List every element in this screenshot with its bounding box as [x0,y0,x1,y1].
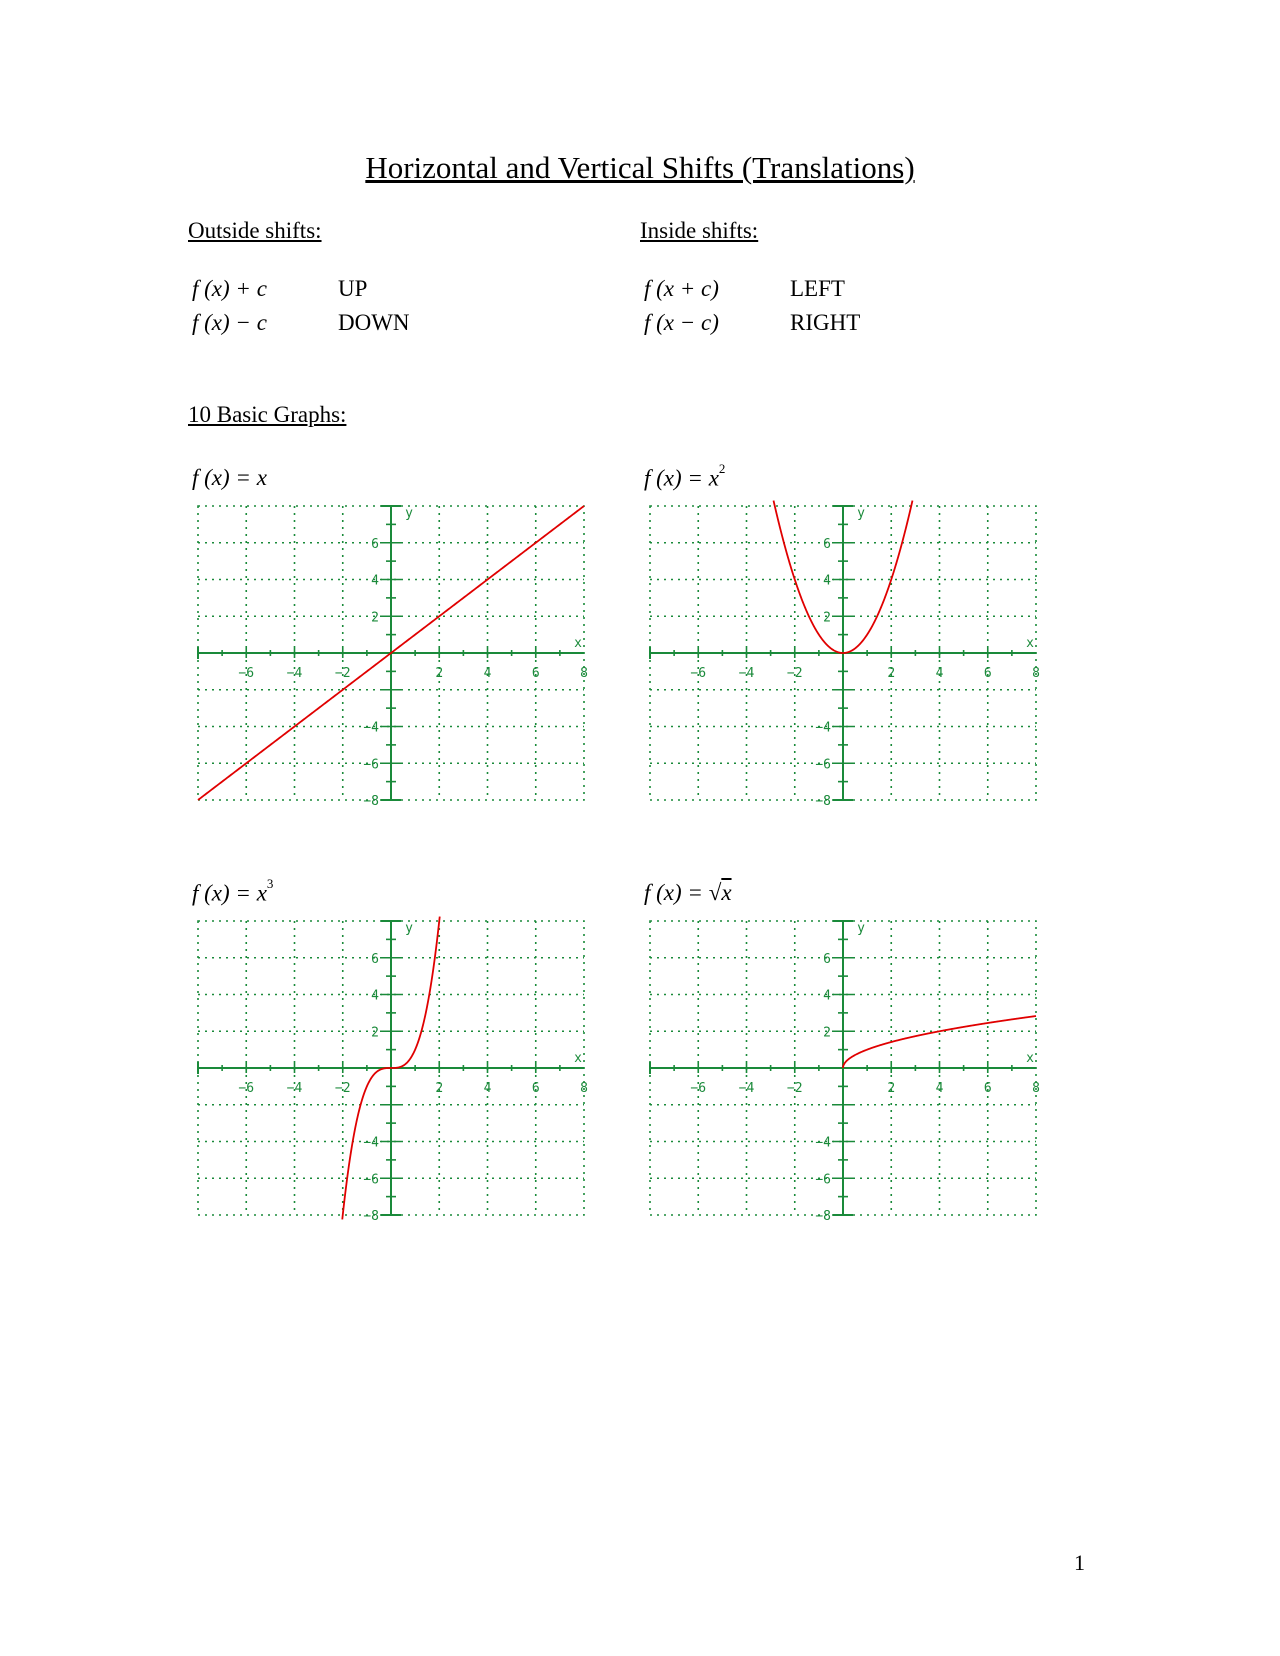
graph-linear [196,488,596,808]
y-tick-label: −8 [363,1209,379,1224]
graph-label-linear: f (x) = x [192,465,267,490]
y-tick-label: 2 [823,610,831,626]
x-axis-label: x [574,636,582,651]
y-tick-label: −8 [363,794,379,809]
x-tick-label: 8 [580,666,588,681]
x-tick-label: 6 [531,666,540,681]
x-tick-label: −6 [238,1081,255,1096]
y-axis-label: y [405,921,413,936]
x-tick-label: 8 [1032,666,1040,681]
x-tick-label: 8 [580,1081,588,1096]
x-tick-label: 4 [935,1081,944,1096]
y-tick-label: −8 [815,1209,831,1224]
y-tick-label: −4 [363,1135,379,1151]
x-axis-label: x [1026,1051,1034,1066]
y-tick-label: −6 [815,757,831,773]
x-tick-label: 6 [983,666,992,681]
x-axis-label: x [574,1051,582,1066]
x-tick-label: −2 [786,1081,803,1096]
y-tick-label: 6 [371,536,379,552]
y-axis-label: y [857,506,865,521]
inside-expr-left: f (x + c) [644,276,719,301]
x-tick-label: −4 [738,666,755,681]
y-axis-label: y [405,506,413,521]
outside-effect-up: UP [338,276,368,301]
x-tick-label: −6 [690,1081,707,1096]
y-tick-label: 6 [371,951,379,967]
x-tick-label: 4 [935,666,944,681]
graph-cubic [196,903,596,1223]
y-tick-label: −8 [815,794,831,809]
graph-sqrt [648,903,1048,1223]
y-tick-label: 2 [371,1025,379,1041]
x-tick-label: 6 [983,1081,992,1096]
x-tick-label: 8 [1032,1081,1040,1096]
x-tick-label: −6 [238,666,255,681]
x-tick-label: 2 [435,666,444,681]
y-tick-label: −6 [363,757,379,773]
y-tick-label: 4 [371,573,379,589]
x-tick-label: −4 [286,666,303,681]
outside-expr-up: f (x) + c [192,276,267,301]
y-tick-label: 6 [823,536,831,552]
function-curve [843,1016,1036,1068]
graph-quadratic [648,488,1048,808]
outside-shifts-heading: Outside shifts: [188,218,322,243]
x-tick-label: −6 [690,666,707,681]
y-tick-label: 4 [823,573,831,589]
page-title: Horizontal and Vertical Shifts (Translations) [365,150,915,185]
x-tick-label: 2 [435,1081,444,1096]
inside-shifts-heading: Inside shifts: [640,218,759,243]
page-number: 1 [1074,1550,1085,1575]
x-tick-label: −2 [334,1081,351,1096]
y-tick-label: −4 [815,720,831,736]
x-tick-label: −2 [786,666,803,681]
inside-effect-right: RIGHT [790,310,861,335]
y-tick-label: 2 [823,1025,831,1041]
graph-label-quadratic: f $(x) = x^2$ [644,461,726,491]
x-tick-label: 2 [887,1081,896,1096]
x-tick-label: 6 [531,1081,540,1096]
y-tick-label: 6 [823,951,831,967]
y-tick-label: 4 [371,988,379,1004]
x-tick-label: 4 [483,1081,492,1096]
x-tick-label: −2 [334,666,351,681]
x-axis-label: x [1026,636,1034,651]
x-tick-label: 2 [887,666,896,681]
graph-label-sqrt: f (x) = √x [644,880,732,905]
y-tick-label: −4 [363,720,379,736]
x-tick-label: −4 [738,1081,755,1096]
y-tick-label: 4 [823,988,831,1004]
inside-effect-left: LEFT [790,276,845,301]
y-tick-label: −6 [815,1172,831,1188]
x-tick-label: −4 [286,1081,303,1096]
outside-expr-down: f (x) − c [192,310,267,335]
basic-graphs-heading: 10 Basic Graphs: [188,402,347,427]
y-tick-label: −4 [815,1135,831,1151]
inside-expr-right: f (x − c) [644,310,719,335]
graph-label-cubic: f $(x) = x^3$ [192,876,274,906]
x-tick-label: 4 [483,666,492,681]
y-tick-label: −6 [363,1172,379,1188]
y-axis-label: y [857,921,865,936]
y-tick-label: 2 [371,610,379,626]
outside-effect-down: DOWN [338,310,410,335]
